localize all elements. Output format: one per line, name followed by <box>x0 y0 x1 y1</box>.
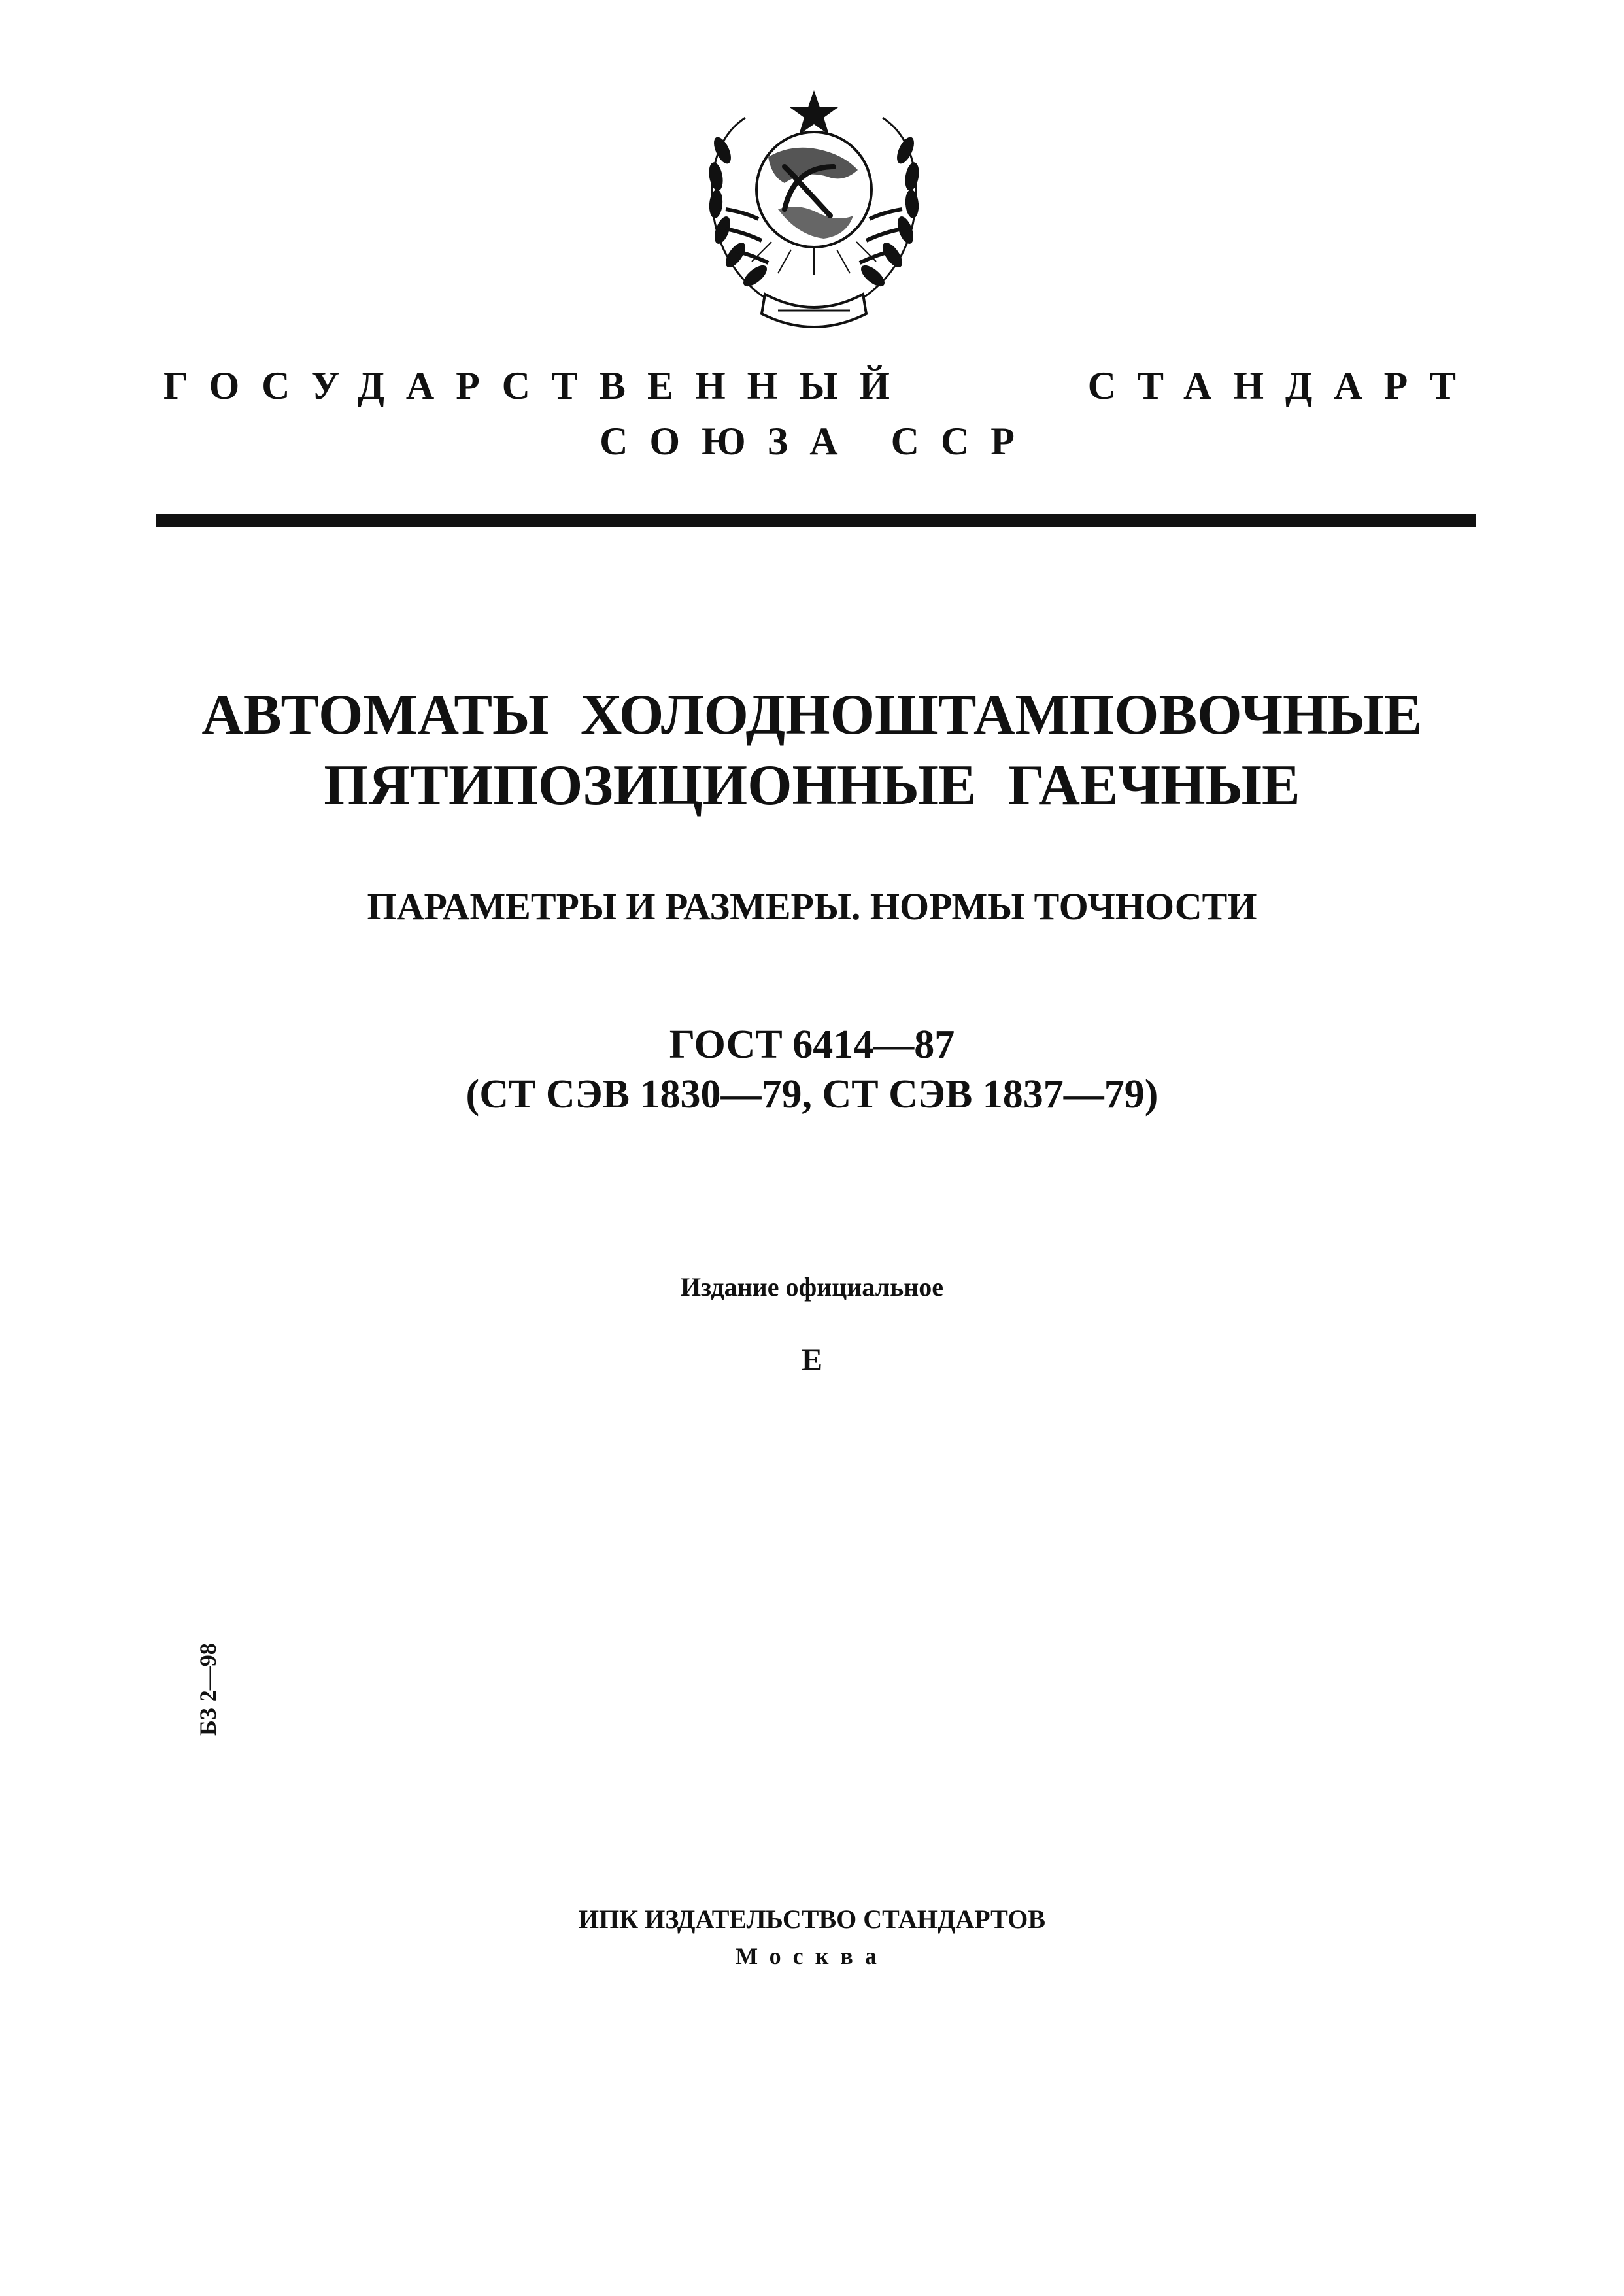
header-word-standard: СТАНДАРТ <box>1087 364 1478 407</box>
standard-equivalents: (СТ СЭВ 1830—79, СТ СЭВ 1837—79) <box>465 1072 1159 1117</box>
standard-designation <box>0 1020 1624 1119</box>
header-word-state: ГОСУДАРСТВЕННЫЙ <box>163 364 911 407</box>
document-title <box>0 680 1624 821</box>
edition-letter: Е <box>801 1343 822 1377</box>
title-line-2: ПЯТИПОЗИЦИОННЫЕ ГАЕЧНЫЕ <box>324 754 1300 817</box>
title-line-1: АВТОМАТЫ ХОЛОДНОШТАМПОВОЧНЫЕ <box>201 683 1423 747</box>
header-divider <box>156 514 1476 527</box>
side-code: БЗ 2—98 <box>195 1643 221 1736</box>
document-subtitle: ПАРАМЕТРЫ И РАЗМЕРЫ. НОРМЫ ТОЧНОСТИ <box>367 885 1257 928</box>
edition-label: Издание официальное <box>680 1272 944 1302</box>
header-union: СОЮЗА ССР <box>600 420 1036 463</box>
standard-number: ГОСТ 6414—87 <box>669 1022 955 1067</box>
publisher-city: Москва <box>736 1943 888 1969</box>
publisher-name: ИПК ИЗДАТЕЛЬСТВО СТАНДАРТОВ <box>578 1904 1046 1934</box>
ussr-coat-of-arms-icon <box>686 78 941 346</box>
header-state-standard <box>163 363 1478 409</box>
